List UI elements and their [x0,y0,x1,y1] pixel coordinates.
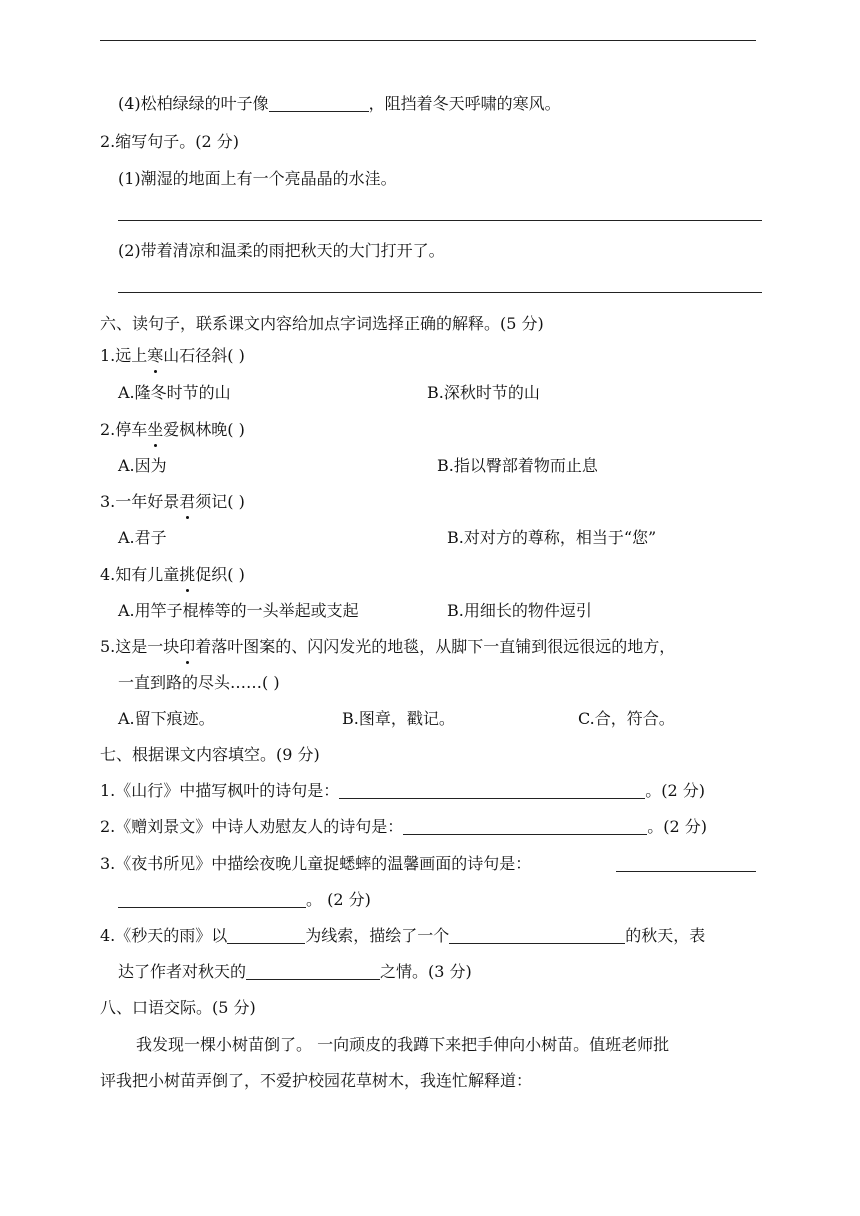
q3-stem [100,491,245,513]
q2-stem [100,419,245,441]
q2-dotted-char: 坐 [147,420,164,439]
section-8-heading: 八、口语交际。(5 分) [100,998,256,1017]
answer-blank[interactable] [403,818,647,835]
q3-post: 须记( ) [195,492,245,511]
s7-q4-text-b: 为线索，描绘了一个 [305,926,450,945]
s7-q3-text: 3.《夜书所见》中描绘夜晚儿童捉蟋蟀的温馨画面的诗句是： [100,854,532,873]
q5-option-b[interactable]: B.图章，戳记。 [342,709,455,728]
q1-dotted-char: 寒 [147,346,164,365]
q5-option-a[interactable]: A.留下痕迹。 [118,709,215,728]
s7-q3 [100,853,531,875]
q1-option-a[interactable]: A.隆冬时节的山 [118,383,231,402]
s7-q3-cont [118,889,371,911]
answer-line-2[interactable] [118,292,762,293]
q2-option-b[interactable]: B.指以臀部着物而止息 [437,456,598,475]
answer-blank[interactable] [449,927,625,944]
item-4-tail: ，阻挡着冬天呼啸的寒风。 [368,94,561,113]
answer-line-1[interactable] [118,220,762,221]
item-4-text: (4)松柏绿绿的叶子像 [118,94,269,113]
q2-post: 爱枫林晚( ) [163,420,245,439]
s7-q2-tail: 。(2 分) [647,817,708,836]
q4-option-b[interactable]: B.用细长的物件逗引 [447,601,592,620]
answer-blank[interactable] [118,891,306,908]
s7-q2 [100,816,707,838]
s7-q4-text-e: 之情。(3 分) [380,962,472,981]
q2-pre: 2.停车 [100,420,148,439]
passage-line-2: 评我把小树苗弄倒了，不爱护校园花草树木，我连忙解释道： [100,1071,533,1090]
q4-option-a[interactable]: A.用竿子棍棒等的一头举起或支起 [118,601,359,620]
answer-blank[interactable] [616,855,756,872]
q1-pre: 1.远上 [100,346,148,365]
s7-q1-tail: 。(2 分) [645,781,706,800]
section-7-heading: 七、根据课文内容填空。(9 分) [100,745,320,764]
s7-q4-text-c: 的秋天，表 [625,926,706,945]
q5-stem-cont: 一直到路的尽头……( ) [118,673,280,692]
answer-blank[interactable] [227,927,305,944]
question-2-heading: 2.缩写句子。(2 分) [100,132,240,151]
passage-line-1: 我发现一棵小树苗倒了。 一向顽皮的我蹲下来把手伸向小树苗。值班老师批 [136,1035,670,1054]
q3-dotted-char: 君 [179,492,196,511]
q1-stem [100,345,245,367]
answer-blank[interactable] [339,782,645,799]
answer-blank[interactable] [269,95,369,112]
q3-option-a[interactable]: A.君子 [118,528,167,547]
q3-pre: 3.一年好景 [100,492,180,511]
q3-option-b[interactable]: B.对对方的尊称，相当于“您” [447,528,657,547]
q4-stem [100,564,245,586]
answer-blank[interactable] [246,963,380,980]
header-rule [100,40,756,41]
q4-pre: 4.知有儿童 [100,565,180,584]
q4-dotted-char: 挑 [179,565,196,584]
q5-stem [100,636,675,658]
q1-option-b[interactable]: B.深秋时节的山 [427,383,540,402]
q5-post: 着落叶图案的、闪闪发光的地毯，从脚下一直铺到很远很远的地方， [195,637,676,656]
s7-q4-text-a: 4.《秒天的雨》以 [100,926,228,945]
s7-q4 [100,925,705,947]
q5-option-c[interactable]: C.合，符合。 [578,709,675,728]
sentence-2: (2)带着清凉和温柔的雨把秋天的大门打开了。 [118,241,445,260]
q5-pre: 5.这是一块 [100,637,180,656]
q4-post: 促织( ) [195,565,245,584]
sentence-1: (1)潮湿的地面上有一个亮晶晶的水洼。 [118,169,397,188]
s7-q4-cont [118,961,472,983]
q1-post: 山石径斜( ) [163,346,245,365]
item-4-line [118,93,561,115]
s7-q4-text-d: 达了作者对秋天的 [118,962,247,981]
s7-q3-tail: 。 (2 分) [306,890,371,909]
q5-dotted-char: 印 [179,637,196,656]
q2-option-a[interactable]: A.因为 [118,456,167,475]
section-6-heading: 六、读句子，联系课文内容给加点字词选择正确的解释。(5 分) [100,314,544,333]
s7-q1-text: 1.《山行》中描写枫叶的诗句是： [100,781,340,800]
s7-q2-text: 2.《赠刘景文》中诗人劝慰友人的诗句是： [100,817,404,836]
s7-q1 [100,780,705,802]
